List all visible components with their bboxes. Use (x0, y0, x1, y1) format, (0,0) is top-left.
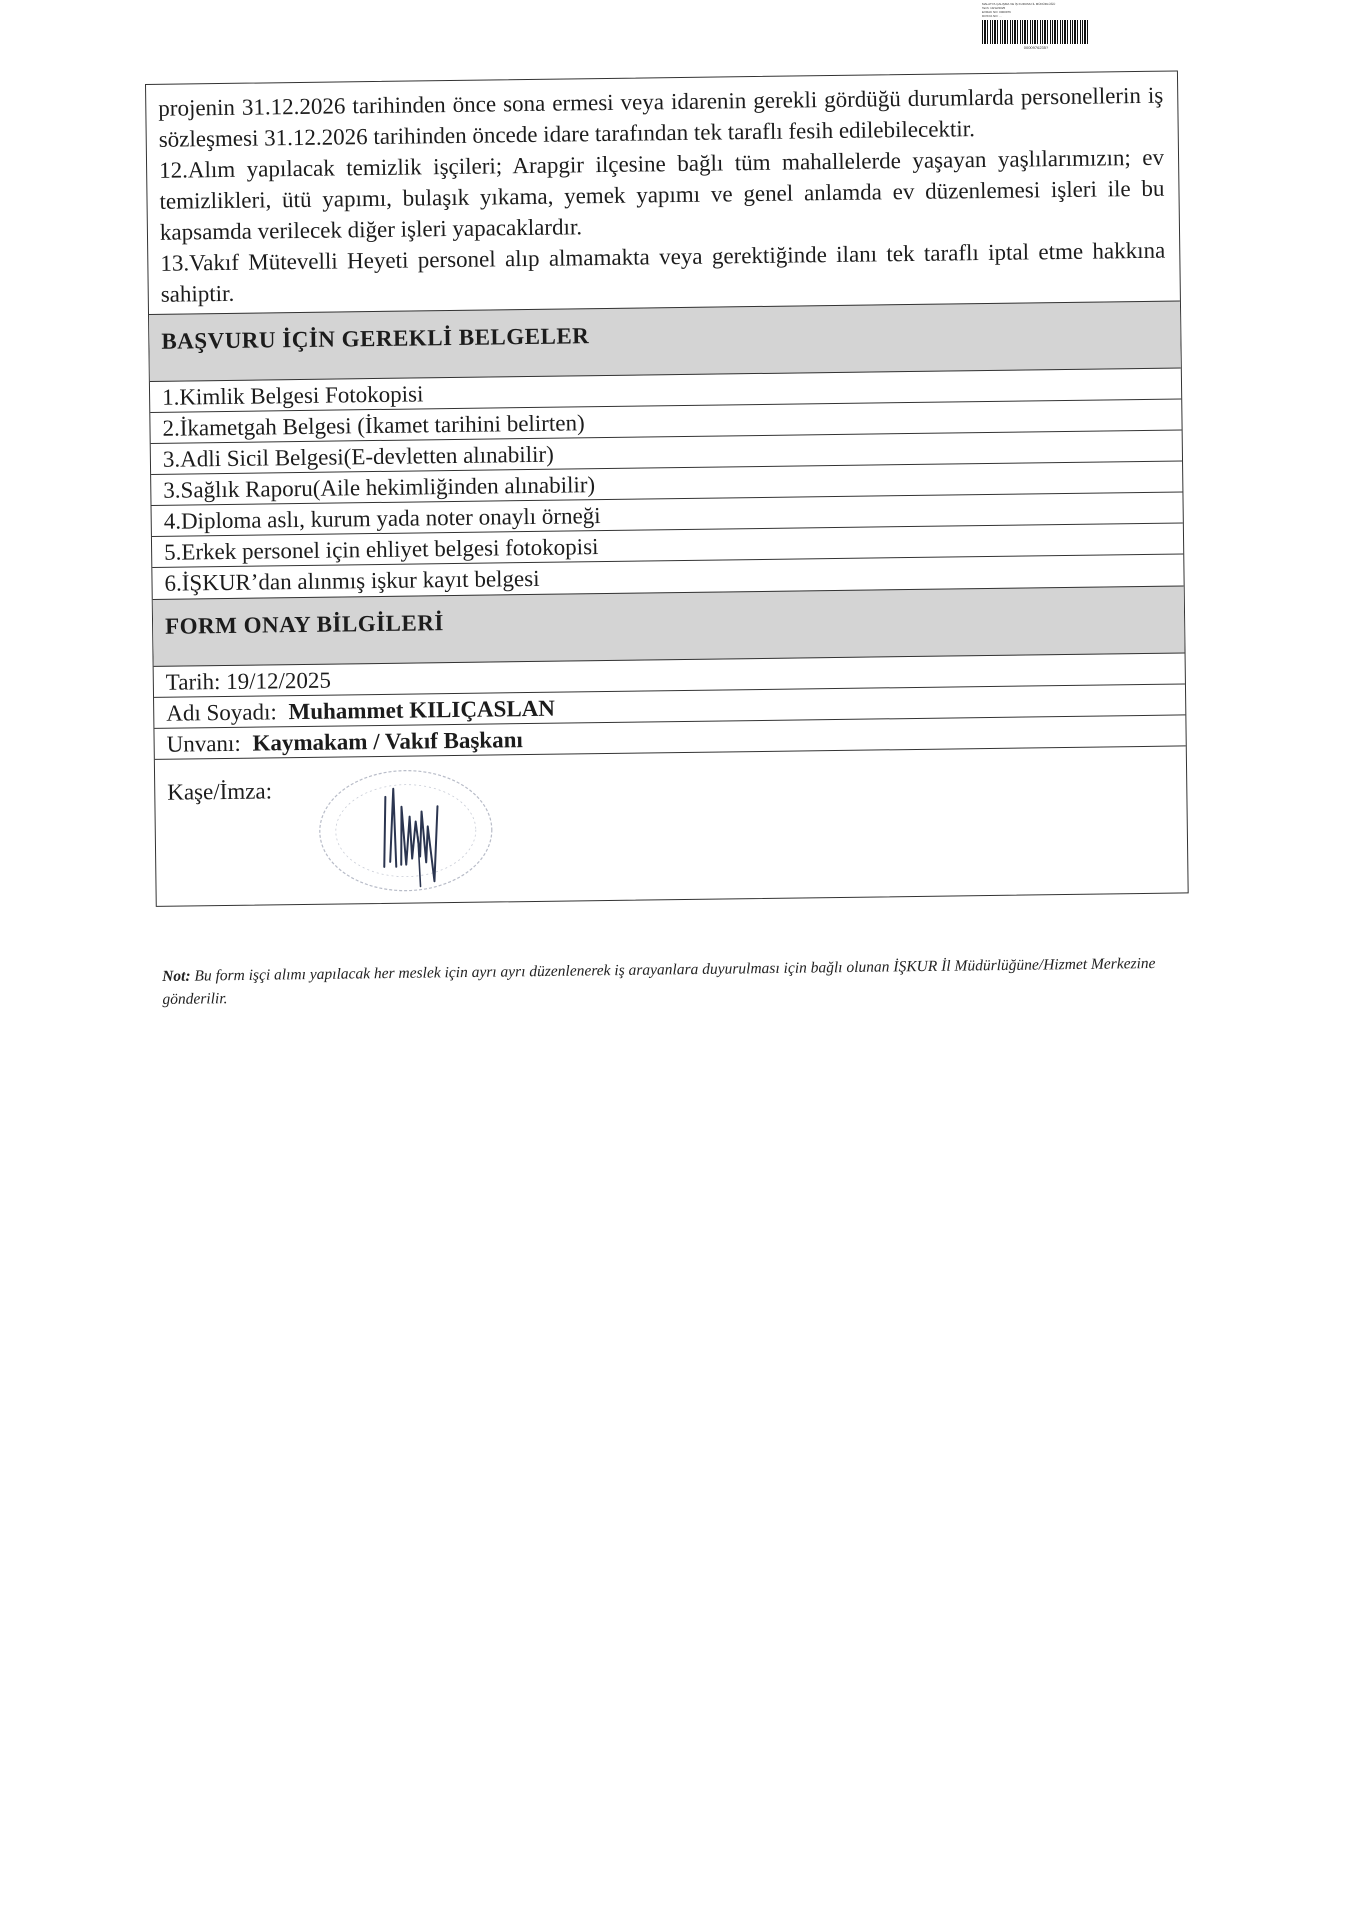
barcode-number: 0000976235? (1023, 45, 1049, 50)
document-item: 3.Sağlık Raporu(Aile hekimliğinden alınabilir) (151, 461, 1182, 505)
note-label: Not: (162, 967, 191, 985)
name-label: Adı Soyadı: (166, 699, 277, 726)
barcode-meta-line: Tarih: 19/12/2025 (982, 6, 1006, 10)
document-item: 5.Erkek personel için ehliyet belgesi fotokopisi (152, 523, 1183, 567)
barcode-meta-line: EVRAK NO: 0000976 (982, 10, 1011, 14)
document-item: 1.Kimlik Belgesi Fotokopisi (150, 368, 1181, 412)
paragraph-item-12: 12.Alım yapılacak temizlik işçileri; Arapgir ilçesine bağlı tüm mahallelerde yaşayan yaşlılarımızın; ev temizlikleri, ütü yapımı, bulaşık yıkama, yemek yapımı ve genel anlamda ev düzenlemesi işleri ile bu kapsamda verilecek diğer işleri yapacaklardır. (158, 144, 1165, 245)
name-value: Muhammet KILIÇASLAN (288, 695, 556, 725)
form-table (145, 70, 1189, 906)
date-label: Tarih: (165, 669, 221, 695)
application-form (145, 70, 1189, 906)
paragraph-contract-termination: projenin 31.12.2026 tarihinden önce sona ermesi veya idarenin gerekli gördüğü durumlarda personellerin iş sözleşmesi 31.12.2026 tarihinden öncede idare tarafından tek taraflı fesih edilebilecektir. (158, 82, 1164, 152)
document-item: 2.İkametgah Belgesi (İkamet tarihini belirten) (150, 399, 1181, 443)
title-label: Unvanı: (166, 730, 241, 757)
note-text: Bu form işçi alımı yapılacak her meslek için ayrı ayrı düzenlenerek iş arayanlara duyurulması için bağlı olunan İŞKUR İl Müdürlüğüne/Hizmet Merkezine gönderilir. (162, 954, 1156, 1008)
barcode-meta-line: DOSYA NO: ... (982, 14, 1002, 18)
documents-list (150, 368, 1184, 598)
approval-section-title: FORM ONAY BİLGİLERİ (153, 585, 1185, 666)
signature-stamp-icon (305, 765, 507, 896)
title-value: Kaymakam / Vakıf Başkanı (252, 727, 523, 756)
barcode-block (982, 2, 1090, 50)
intro-paragraphs (146, 71, 1180, 313)
documents-section-title: BAŞVURU İÇİN GEREKLİ BELGELER (149, 300, 1181, 381)
document-item: 3.Adli Sicil Belgesi(E-devletten alınabilir) (151, 430, 1182, 474)
document-item: 4.Diploma aslı, kurum yada noter onaylı örneği (152, 492, 1183, 536)
signature-label: Kaşe/İmza: (167, 778, 273, 805)
barcode-icon (982, 20, 1090, 44)
paragraph-item-13: 13.Vakıf Mütevelli Heyeti personel alıp almamakta veya gerektiğinde ilanı tek taraflı iptal etme hakkına sahiptir. (160, 237, 1166, 307)
signature-row (155, 746, 1188, 905)
barcode-meta-line: MALATYA ÇALIŞMA VE İŞ KURUMU İL MÜDÜRLÜĞÜ (982, 2, 1056, 6)
footer-note (162, 952, 1193, 1011)
date-value: 19/12/2025 (226, 667, 332, 694)
document-item: 6.İŞKUR’dan alınmış işkur kayıt belgesi (164, 565, 540, 596)
